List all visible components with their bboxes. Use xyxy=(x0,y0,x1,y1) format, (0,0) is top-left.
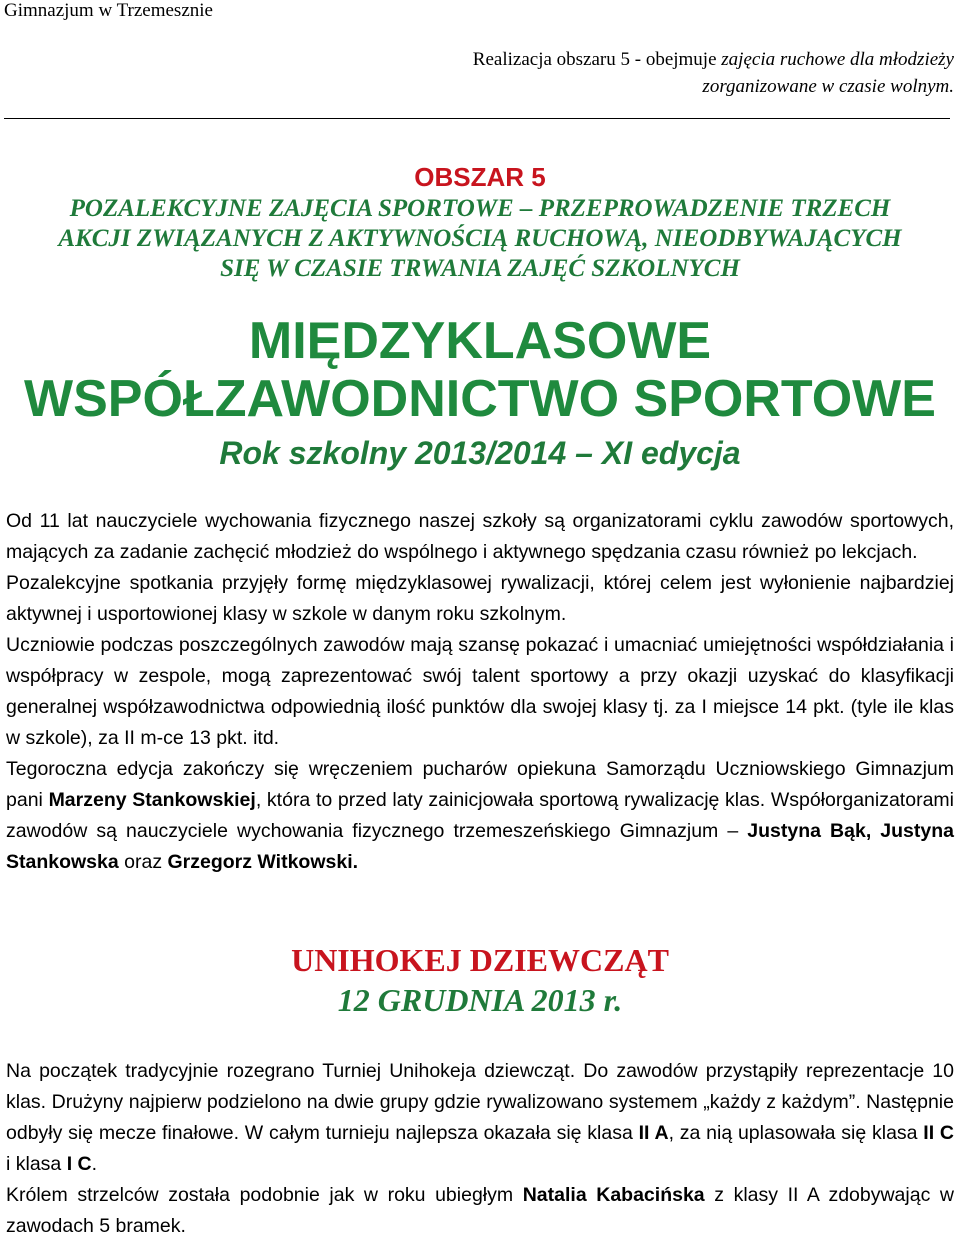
class-name: II A xyxy=(638,1122,669,1144)
text-run: oraz xyxy=(118,851,168,873)
event-title: UNIHOKEJ DZIEWCZĄT xyxy=(291,942,669,978)
text-run: Tegoroczna edycja zakończy się wręczeniem pucharów opiekuna Samorządu Uczniowskiego Gimnazjum pani xyxy=(6,758,954,811)
school-year-edition: Rok szkolny 2013/2014 – XI edycja xyxy=(219,435,741,471)
text-run: i klasa xyxy=(6,1153,67,1175)
main-title-line-1: MIĘDZYKLASOWE xyxy=(248,312,712,370)
person-name: Grzegorz Witkowski. xyxy=(167,851,359,873)
report-paragraph xyxy=(6,1180,954,1242)
obszar-subtitle xyxy=(0,194,960,284)
realizacja-italic-1: zajęcia ruchowe dla młodzieży xyxy=(721,49,954,70)
intro-paragraph: Uczniowie podczas poszczególnych zawodów mają szansę pokazać i umacniać umiejętności współdziałania i współpracy w zespole, mogą zaprezentować swój talent sportowy a przy okazji uzyskać do klasyfikacji generalnej współzawodnictwa odpowiednią ilość punktów dla swojej klasy tj. za I miejsce 14 pkt. (tyle ile klas w szkole), za II m-ce 13 pkt. itd. xyxy=(6,634,954,749)
intro-paragraph: Pozalekcyjne spotkania przyjęły formę międzyklasowej rywalizacji, której celem jest wyłonienie najbardziej aktywnej i usportowionej klasy w szkole w danym roku szkolnym. xyxy=(6,572,954,625)
text-run: , która to przed laty zainicjowała sportową rywalizację klas. Współorganizatorami zawodów są nauczyciele wychowania fizycznego trzemeszeńskiego Gimnazjum – xyxy=(6,789,954,842)
text-run: Na początek tradycyjnie rozegrano Turniej Unihokeja dziewcząt. Do zawodów przystąpiły reprezentacje 10 klas. Drużyny najpierw podzielono na dwie grupy gdzie rywalizowano systemem „każdy z każdym”. Następnie odbyły się mecze finałowe. W całym turnieju najlepsza okazała się klasa xyxy=(6,1060,954,1144)
main-title-line-2: WSPÓŁZAWODNICTWO SPORTOWE xyxy=(24,370,936,428)
text-run: z klasy II A zdobywając w zawodach 5 bramek. xyxy=(6,1184,954,1237)
class-name: II C xyxy=(923,1122,954,1144)
text-run: Królem strzelców została podobnie jak w roku ubiegłym xyxy=(6,1184,523,1206)
obszar-title: OBSZAR 5 xyxy=(414,162,546,192)
text-run: . xyxy=(91,1153,98,1175)
person-names: Justyna Bąk, Justyna Stankowska xyxy=(6,820,954,873)
intro-paragraph xyxy=(6,754,954,878)
intro-section xyxy=(6,506,954,878)
person-name: Natalia Kabacińska xyxy=(522,1184,705,1206)
subtitle-line: POZALEKCYJNE ZAJĘCIA SPORTOWE – PRZEPROWADZENIE TRZECH xyxy=(69,195,891,222)
realizacja-text: Realizacja obszaru 5 - obejmuje xyxy=(472,49,722,70)
class-name: I C xyxy=(66,1153,92,1175)
person-name: Marzeny Stankowskiej xyxy=(48,789,256,811)
report-section xyxy=(6,1056,954,1242)
header-realizacja xyxy=(254,46,954,100)
realizacja-italic-2: zorganizowane w czasie wolnym. xyxy=(702,76,954,97)
text-run: , za nią uplasowała się klasa xyxy=(668,1122,924,1144)
header-divider xyxy=(4,118,950,119)
school-name: Gimnazjum w Trzemesznie xyxy=(4,0,213,21)
report-paragraph xyxy=(6,1056,954,1180)
subtitle-line: AKCJI ZWIĄZANYCH Z AKTYWNOŚCIĄ RUCHOWĄ, NIEODBYWAJĄCYCH xyxy=(58,225,902,252)
subtitle-line: SIĘ W CZASIE TRWANIA ZAJĘĆ SZKOLNYCH xyxy=(220,255,740,282)
intro-paragraph: Od 11 lat nauczyciele wychowania fizycznego naszej szkoły są organizatorami cyklu zawodów sportowych, mających za zadanie zachęcić młodzież do wspólnego i aktywnego spędzania czasu również po lekcjach. xyxy=(6,510,954,563)
event-date: 12 GRUDNIA 2013 r. xyxy=(337,982,623,1018)
